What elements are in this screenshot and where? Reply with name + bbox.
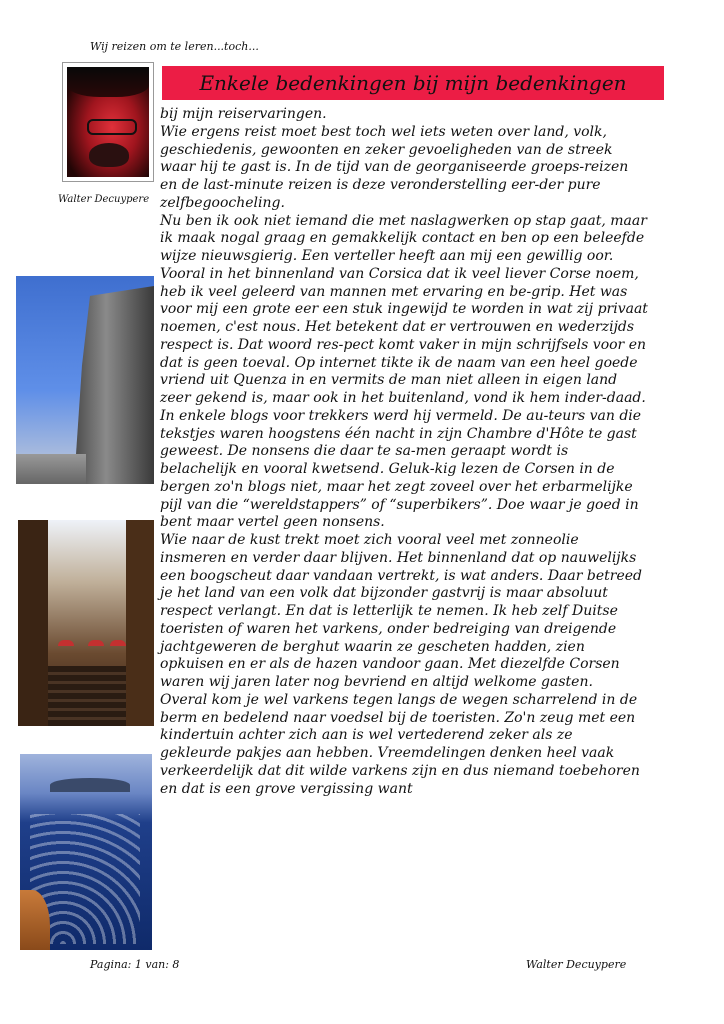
running-header: Wij reizen om te leren...toch... xyxy=(90,40,259,53)
portrait-caption: Walter Decuypere xyxy=(58,194,150,205)
footer-author: Walter Decuypere xyxy=(526,958,627,971)
title-banner xyxy=(162,66,664,100)
street-photo xyxy=(18,520,154,726)
article-body: bij mijn reiservaringen. Wie ergens reist moet best toch wel iets weten over land, volk, geschiedenis, gewoonten en zeker gevoeligheden van de streek waar hij te gast is. In de tijd van de georganiseerde groeps-reizen en de last-minute reizen is deze veronderstelling eer-der pure zelfbegoocheling. Nu ben ik ook niet iemand die met naslagwerken op stap gaat, maar ik maak nogal graag en gemakkelijk contact en ben op een beleefde wijze nieuwsgierig. Een verteller heeft aan mij een gewillig oor. Vooral in het binnenland van Corsica dat ik veel liever Corse noem, heb ik veel geleerd van mannen met ervaring en be-grip. Het was voor mij een grote eer een stuk ingewijd te worden in wat zij privaat noemen, c'est nous. Het betekent dat er vertrouwen en wederzijds respect is. Dat woord res-pect komt vaker in mijn schrijfsels voor en dat is geen toeval. Op internet tikte ik de naam van een heel goede vriend uit Quenza in en vermits de man niet alleen in eigen land zeer gekend is, maar ook in het buitenland, vond ik hem inder-daad. In enkele blogs voor trekkers werd hij vermeld. De au-teurs van die tekstjes waren hoogstens één nacht in zijn Chambre d'Hôte te gast geweest. De nonsens die daar te sa-men geraapt wordt is belachelijk en vooral kwetsend. Geluk-kig lezen de Corsen in de bergen zo'n blogs niet, maar het zegt zoveel over het erbarmelijke pijl van die “wereldstappers” of “superbikers”. Doe waar je goed in bent maar vertel geen nonsens. Wie naar de kust trekt moet zich vooral veel met zonneolie insmeren en verder daar blijven. Het binnenland dat op nauwelijks een boogscheut daar vandaan vertrekt, is wat anders. Daar betreed je het land van een volk dat bijzonder gastvrij is maar absoluut respect verlangt. En dat is letterlijk te nemen. Ik heb zelf Duitse toeristen of waren het varkens, onder bedreiging van dreigende jachtgeweren de berghut waarin ze gescheten hadden, zien opkuisen en er als de hazen vandoor gaan. Met diezelfde Corsen waren wij jaren later nog bevriend en altijd welkome gasten. Overal kom je wel varkens tegen langs de wegen scharrelend in de berm en bedelend naar voedsel bij de toeristen. Zo'n zeug met een kindertuin achter zich aan is wel vertederend zeker als ze gekleurde pakjes aan hebben. Vreemdelingen denken heel vaak verkeerdelijk dat dit wilde varkens zijn en dus niemand toebehoren en dat is een grove vergissing want xyxy=(160,106,648,797)
sea-photo xyxy=(20,754,152,950)
page-title: Enkele bedenkingen bij mijn bedenkingen xyxy=(199,71,627,95)
page-number: Pagina: 1 van: 8 xyxy=(90,958,180,971)
cliff-photo xyxy=(16,276,154,484)
portrait-photo xyxy=(67,67,149,177)
author-portrait xyxy=(62,62,154,182)
